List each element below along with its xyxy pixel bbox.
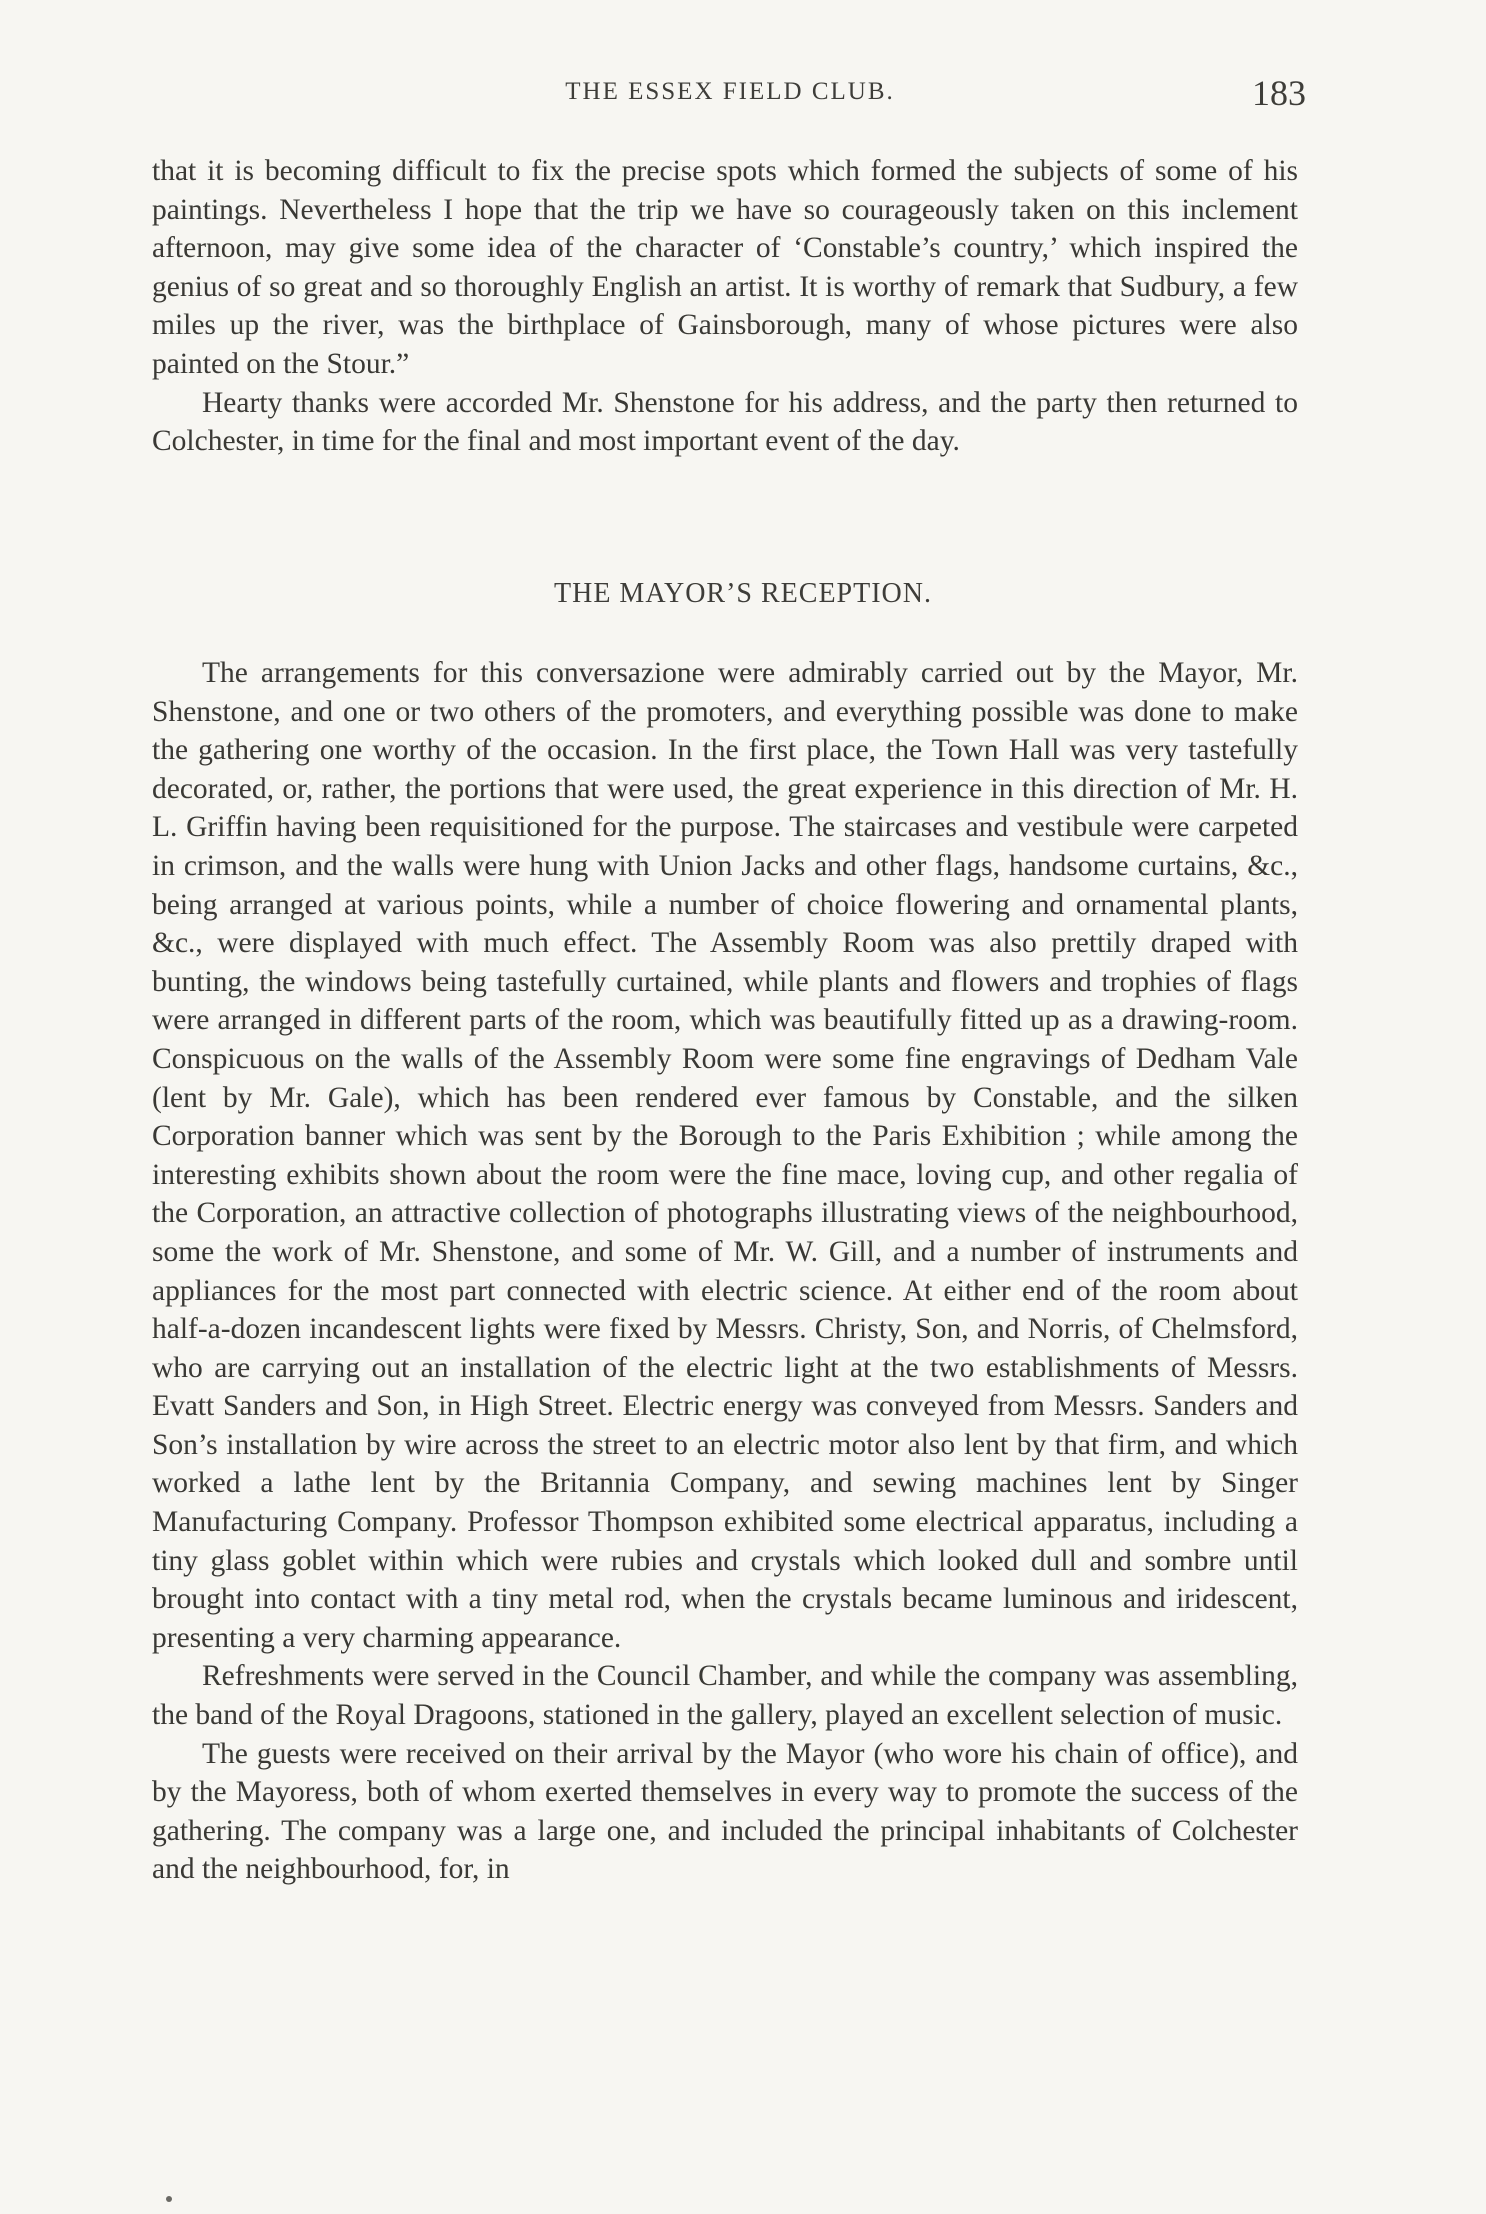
guests-paragraph: The guests were received on their arrival by the Mayor (who wore his chain of office), and by the Mayoress, both of whom exerted themselves in every way to promote the success of the gathering. The company was a large one, and included the principal inhabitants of Colchester and the neighbourhood, for, in [152,1737,1298,1886]
section-text-block [152,654,1298,1889]
thanks-paragraph: Hearty thanks were accorded Mr. Shenstone for his address, and the party then returned to Colchester, in time for the final and most important event of the day. [152,386,1298,458]
arrangements-paragraph: The arrangements for this conversazione were admirably carried out by the Mayor, Mr. Shenstone, and one or two others of the promoters, and everything possible was done to make the gathering one worthy of the occasion. In the first place, the Town Hall was very tastefully decorated, or, rather, the portions that were used, the great experience in this direction of Mr. H. L. Griffin having been requisitioned for the purpose. The staircases and vestibule were carpeted in crimson, and the walls were hung with Union Jacks and other flags, handsome curtains, &c., being arranged at various points, while a number of choice flowering and ornamental plants, &c., were displayed with much effect. The Assembly Room was also prettily draped with bunting, the windows being tastefully curtained, while plants and flowers and trophies of flags were arranged in different parts of the room, which was beautifully fitted up as a drawing-room. Conspicuous on the walls of the Assembly Room were some fine engravings of Dedham Vale (lent by Mr. Gale), which has been rendered ever famous by Constable, and the silken Corporation banner which was sent by the Borough to the Paris Exhibition ; while among the interesting exhibits shown about the room were the fine mace, loving cup, and other regalia of the Corporation, an attractive collection of photographs illustrating views of the neighbourhood, some the work of Mr. Shenstone, and some of Mr. W. Gill, and a number of instruments and appliances for the most part connected with electric science. At either end of the room about half-a-dozen incandescent lights were fixed by Messrs. Christy, Son, and Norris, of Chelmsford, who are carrying out an installation of the electric light at the two establishments of Messrs. Evatt Sanders and Son, in High Street. Electric energy was conveyed from Messrs. Sanders and Son’s installation by wire across the street to an electric motor also lent by that firm, and which worked a lathe lent by the Britannia Company, and sewing machines lent by Singer Manufacturing Company. Professor Thompson exhibited some electrical apparatus, including a tiny glass goblet within which were rubies and crystals which looked dull and sombre until brought into contact with a tiny metal rod, when the crystals became luminous and iridescent, presenting a very charming appearance. [152,657,1298,1654]
ink-speck [166,2196,172,2202]
header-title: THE ESSEX FIELD CLUB. [565,78,895,105]
running-header [150,73,1310,118]
section-heading: THE MAYOR’S RECEPTION. [554,578,932,609]
continued-paragraph: that it is becoming difficult to fix the precise spots which formed the subjects of some of his paintings. Nevertheless I hope that the trip we have so courageously taken on this inclement afternoon, may give some idea of the character of ‘Constable’s country,’ which inspired the genius of so great and so thoroughly English an artist. It is worthy of remark that Sudbury, a few miles up the river, was the birthplace of Gainsborough, many of whose pictures were also painted on the Stour.” [152,155,1298,380]
refreshments-paragraph: Refreshments were served in the Council Chamber, and while the company was assembling, the band of the Royal Dragoons, stationed in the gallery, played an excellent selection of music. [152,1660,1298,1732]
intro-text-block [152,152,1298,461]
page-number: 183 [1252,73,1306,113]
